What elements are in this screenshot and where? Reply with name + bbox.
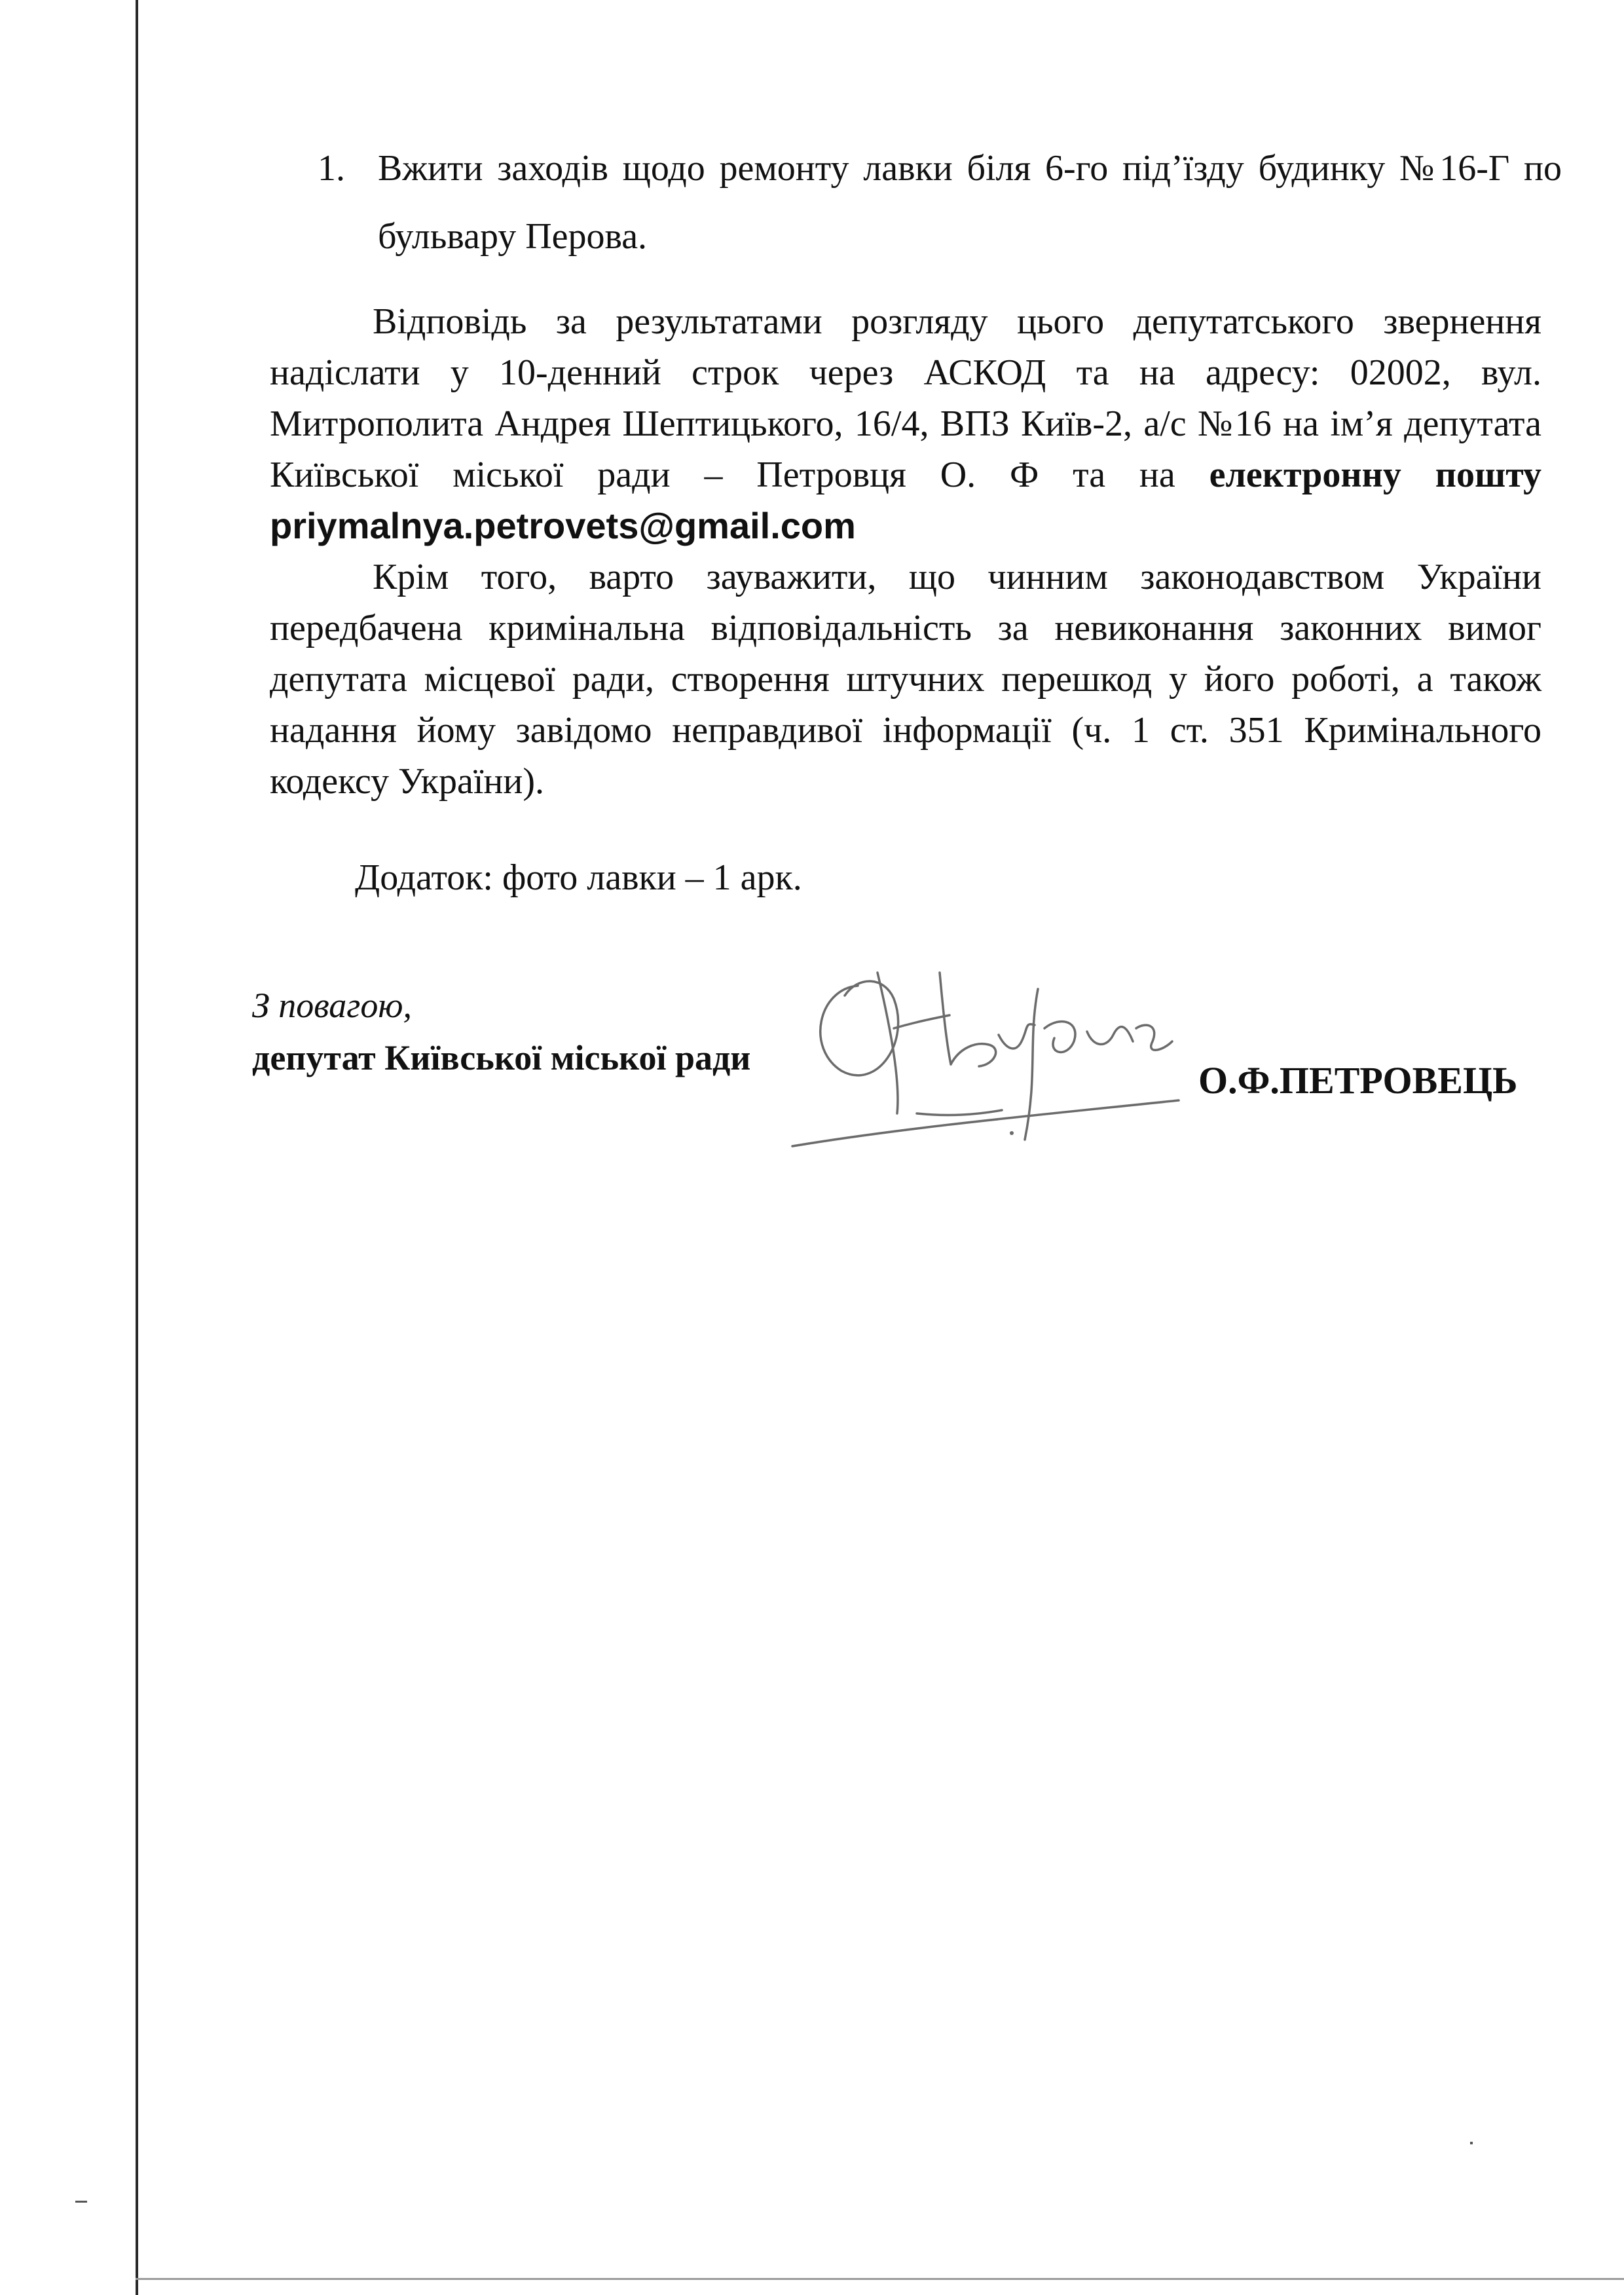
scan-speck <box>1470 2142 1473 2144</box>
email-address: priymalnya.petrovets@gmail.com <box>270 505 856 546</box>
list-item-text: Вжити заходів щодо ремонту лавки біля 6-го під’їзду будинку №16-Г по бульвару Перова. <box>378 148 1562 257</box>
scan-speck <box>75 2201 87 2203</box>
scan-bottom-edge <box>136 2278 1624 2280</box>
list-item-number: 1. <box>318 148 345 189</box>
email-label: електронну пошту <box>1209 455 1542 495</box>
list-item-1 <box>318 134 1562 271</box>
response-paragraph <box>270 296 1541 552</box>
signer-position: депутат Київської міської ради <box>252 1038 751 1077</box>
attachment-note: Додаток: фото лавки – 1 арк. <box>355 857 802 898</box>
scan-left-edge <box>136 0 138 2295</box>
handwritten-signature <box>779 950 1185 1166</box>
response-text: Відповідь за результатами розгляду цього депутатського звернення надіслати у 10-денний строк через АСКОД та на адресу: 02002, вул. Митрополита Андрея Шептицького, 16/4, ВПЗ Київ-2, а/с №16 на ім’я депутата Київської міської ради – Петровця О. Ф та на <box>270 301 1541 495</box>
signer-name: О.Ф.ПЕТРОВЕЦЬ <box>1198 1059 1518 1102</box>
closing-phrase: З повагою, <box>252 986 412 1025</box>
liability-paragraph: Крім того, варто зауважити, що чинним законодавством України передбачена кримінальна відповідальність за невиконання законних вимог депутата місцевої ради, створення штучних перешкод у його роботі, а також надання йому завідомо неправдивої інформації (ч. 1 ст. 351 Кримінального кодексу України). <box>270 557 1541 802</box>
